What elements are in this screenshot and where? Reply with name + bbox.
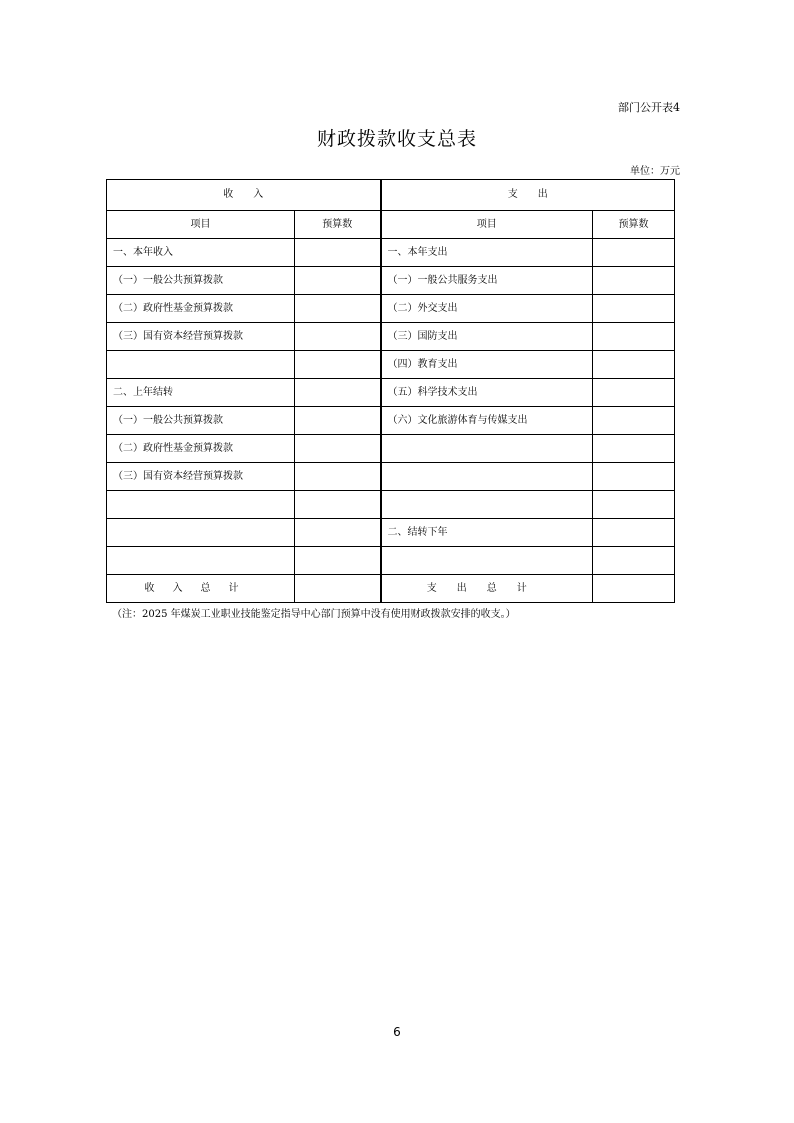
table-row [107,491,675,519]
expense-item [381,547,593,575]
income-item [107,351,295,379]
income-value [295,463,381,491]
table-row [107,323,675,351]
expense-item [381,463,593,491]
income-item: （三）国有资本经营预算拨款 [107,323,295,351]
expense-value [593,491,675,519]
income-value [295,435,381,463]
income-total-text: 收入总计 [144,582,257,594]
income-value [295,267,381,295]
expense-budget-column-header: 预算数 [593,211,675,239]
table-row [107,379,675,407]
expense-item: （三）国防支出 [381,323,593,351]
expense-section-header: 支 出 [381,180,675,211]
expense-value [593,351,675,379]
income-item: （一）一般公共预算拨款 [107,267,295,295]
fiscal-summary-table [106,179,675,603]
table-row [107,407,675,435]
income-item: （一）一般公共预算拨款 [107,407,295,435]
expense-item: （六）文化旅游体育与传媒支出 [381,407,593,435]
table-row [107,435,675,463]
table-row [107,519,675,547]
expense-item: 二、结转下年 [381,519,593,547]
footnote: （注：2025 年煤炭工业职业技能鉴定指导中心部门预算中没有使用财政拨款安排的收支。） [112,609,516,620]
income-value [295,351,381,379]
income-budget-column-header: 预算数 [295,211,381,239]
expense-value [593,463,675,491]
income-item: （二）政府性基金预算拨款 [107,435,295,463]
income-item: （二）政府性基金预算拨款 [107,295,295,323]
expense-item-column-header: 项目 [381,211,593,239]
income-value [295,323,381,351]
expense-value [593,267,675,295]
page-title: 财政拨款收支总表 [316,128,477,150]
income-item-column-header: 项目 [107,211,295,239]
income-value [295,519,381,547]
page-number: 6 [393,1025,401,1039]
expense-total-text: 支出总计 [426,582,547,594]
income-item: 二、上年结转 [107,379,295,407]
section-header-row [107,180,675,211]
income-item [107,519,295,547]
total-row [107,575,675,603]
expense-value [593,519,675,547]
table-row [107,463,675,491]
income-total-label [107,575,295,603]
expense-item: （五）科学技术支出 [381,379,593,407]
expense-value [593,379,675,407]
expense-value [593,435,675,463]
unit-label: 单位：万元 [630,166,680,177]
column-header-row [107,211,675,239]
document-label: 部门公开表4 [618,101,680,114]
table-row [107,239,675,267]
table-row [107,295,675,323]
expense-item [381,491,593,519]
expense-item: （一）一般公共服务支出 [381,267,593,295]
expense-item: （二）外交支出 [381,295,593,323]
table-row [107,267,675,295]
expense-value [593,547,675,575]
expense-item: （四）教育支出 [381,351,593,379]
income-value [295,295,381,323]
income-value [295,547,381,575]
income-value [295,239,381,267]
expense-value [593,239,675,267]
income-value [295,491,381,519]
expense-value [593,323,675,351]
income-item [107,547,295,575]
income-section-header: 收 入 [107,180,381,211]
income-value [295,379,381,407]
expense-item: 一、本年支出 [381,239,593,267]
income-item: （三）国有资本经营预算拨款 [107,463,295,491]
table-row [107,547,675,575]
expense-total-label [381,575,593,603]
income-total-value [295,575,381,603]
income-item [107,491,295,519]
expense-total-value [593,575,675,603]
expense-value [593,295,675,323]
income-value [295,407,381,435]
table-row [107,351,675,379]
income-item: 一、本年收入 [107,239,295,267]
expense-item [381,435,593,463]
expense-value [593,407,675,435]
